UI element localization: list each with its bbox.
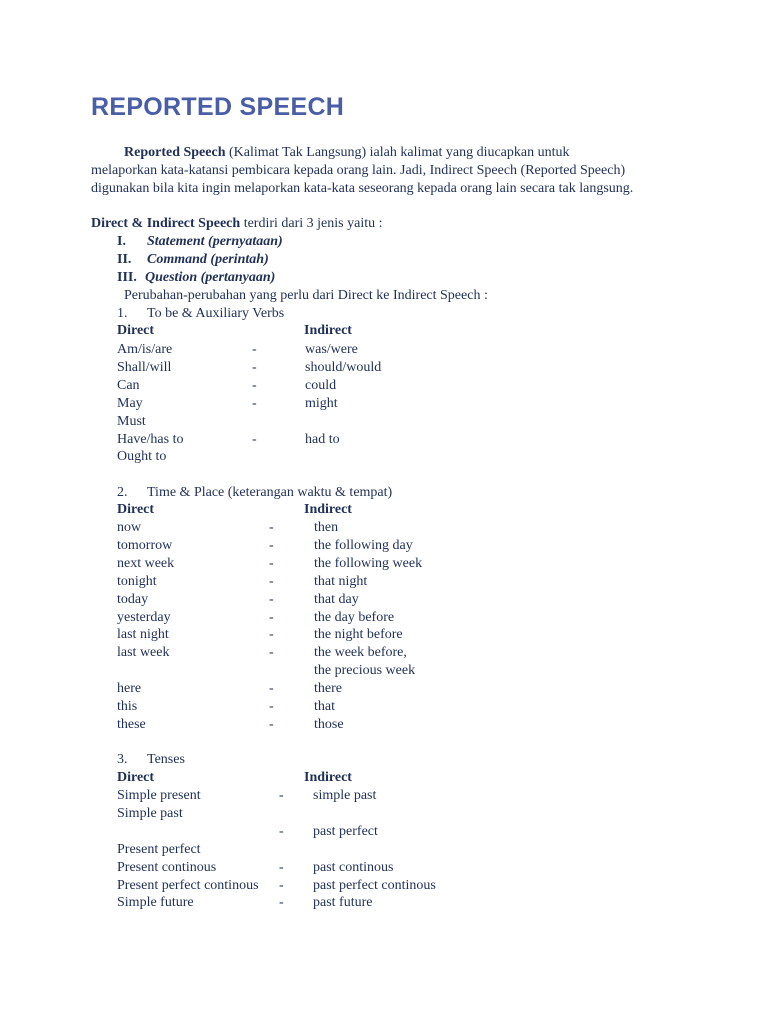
row-dash: - bbox=[252, 395, 257, 411]
indirect-term: there bbox=[314, 681, 342, 697]
indirect-term: past perfect bbox=[313, 823, 378, 839]
direct-term: Present perfect bbox=[117, 841, 201, 857]
intro-line-2: melaporkan kata-katansi pembicara kepada orang lain. Jadi, Indirect Speech (Reported Speech) bbox=[91, 163, 626, 178]
indirect-term: might bbox=[305, 395, 338, 411]
row-dash: - bbox=[269, 537, 274, 553]
direct-term: Have/has to bbox=[117, 431, 184, 447]
row-dash: - bbox=[269, 627, 274, 643]
direct-term: next week bbox=[117, 555, 175, 571]
direct-term: tomorrow bbox=[117, 537, 173, 553]
row-dash: - bbox=[269, 591, 274, 607]
intro-line-1 bbox=[124, 144, 570, 162]
direct-term: Can bbox=[117, 377, 140, 393]
indirect-term: the week before, bbox=[314, 645, 407, 661]
direct-term: last night bbox=[117, 627, 169, 643]
changes-intro: Perubahan-perubahan yang perlu dari Direct ke Indirect Speech : bbox=[124, 288, 488, 303]
direct-term: here bbox=[117, 681, 142, 697]
direct-term: Simple present bbox=[117, 788, 201, 803]
section-number: 3. bbox=[117, 752, 128, 767]
direct-term: Simple past bbox=[117, 805, 183, 821]
indirect-term: past continous bbox=[313, 859, 394, 875]
type-num: II. bbox=[117, 252, 132, 267]
indirect-term: past perfect continous bbox=[313, 877, 436, 893]
row-dash: - bbox=[269, 699, 274, 714]
indirect-term: should/would bbox=[305, 359, 382, 375]
section-number: 1. bbox=[117, 306, 128, 321]
section-title: To be & Auxiliary Verbs bbox=[147, 306, 285, 321]
indirect-term: the day before bbox=[314, 609, 395, 625]
row-dash: - bbox=[252, 342, 257, 357]
indirect-term: simple past bbox=[313, 788, 377, 803]
row-dash: - bbox=[269, 609, 274, 625]
col-direct-header: Direct bbox=[117, 323, 155, 338]
type-num: I. bbox=[117, 234, 126, 249]
row-dash: - bbox=[252, 377, 257, 393]
row-dash: - bbox=[269, 716, 274, 732]
col-indirect-header: Indirect bbox=[304, 770, 352, 785]
row-dash: - bbox=[269, 555, 274, 571]
indirect-term: past future bbox=[313, 895, 373, 911]
types-heading-rest: terdiri dari 3 jenis yaitu : bbox=[240, 216, 383, 231]
page-title: REPORTED SPEECH bbox=[91, 93, 345, 121]
indirect-term: that day bbox=[314, 591, 359, 607]
direct-term: yesterday bbox=[117, 609, 171, 625]
indirect-term: that bbox=[314, 699, 335, 714]
row-dash: - bbox=[279, 788, 284, 803]
section-title: Tenses bbox=[147, 752, 185, 767]
indirect-term: could bbox=[305, 377, 337, 393]
intro-line-3: digunakan bila kita ingin melaporkan kata-kata seseorang kepada orang lain secara tak langsung. bbox=[91, 181, 634, 196]
indirect-term: the following week bbox=[314, 555, 423, 571]
direct-term: tonight bbox=[117, 573, 157, 589]
direct-term: May bbox=[117, 395, 143, 411]
section-title: Time & Place (keterangan waktu & tempat) bbox=[147, 485, 393, 500]
indirect-term: the precious week bbox=[314, 663, 416, 679]
row-dash: - bbox=[252, 359, 257, 375]
direct-term: Present perfect continous bbox=[117, 877, 259, 893]
indirect-term: had to bbox=[305, 431, 340, 447]
indirect-term: that night bbox=[314, 573, 368, 589]
row-dash: - bbox=[269, 520, 274, 535]
row-dash: - bbox=[252, 431, 257, 447]
row-dash: - bbox=[279, 859, 284, 875]
direct-term: Must bbox=[117, 413, 146, 429]
types-heading bbox=[91, 215, 382, 233]
indirect-term: then bbox=[314, 520, 339, 535]
type-label: Command (perintah) bbox=[147, 252, 269, 267]
direct-term: today bbox=[117, 591, 149, 607]
direct-term: this bbox=[117, 699, 138, 714]
types-heading-term: Direct & Indirect Speech bbox=[91, 216, 241, 231]
type-label: Statement (pernyataan) bbox=[147, 234, 283, 249]
col-indirect-header: Indirect bbox=[304, 502, 352, 517]
section-number: 2. bbox=[117, 485, 128, 500]
direct-term: Ought to bbox=[117, 449, 167, 465]
type-label: Question (pertanyaan) bbox=[145, 270, 276, 285]
col-direct-header: Direct bbox=[117, 502, 155, 517]
direct-term: Present continous bbox=[117, 859, 217, 875]
row-dash: - bbox=[269, 573, 274, 589]
indirect-term: was/were bbox=[305, 342, 358, 357]
direct-term: these bbox=[117, 716, 146, 732]
intro-line-1-rest: (Kalimat Tak Langsung) ialah kalimat yang diucapkan untuk bbox=[225, 145, 570, 160]
row-dash: - bbox=[269, 645, 274, 661]
indirect-term: the following day bbox=[314, 537, 413, 553]
direct-term: Am/is/are bbox=[117, 342, 173, 357]
direct-term: Simple future bbox=[117, 895, 194, 911]
type-num: III. bbox=[117, 270, 137, 285]
direct-term: last week bbox=[117, 645, 170, 661]
col-direct-header: Direct bbox=[117, 770, 155, 785]
intro-term: Reported Speech bbox=[124, 145, 226, 160]
row-dash: - bbox=[279, 895, 284, 911]
row-dash: - bbox=[269, 681, 274, 697]
indirect-term: the night before bbox=[314, 627, 403, 643]
row-dash: - bbox=[279, 877, 284, 893]
direct-term: now bbox=[117, 520, 142, 535]
row-dash: - bbox=[279, 823, 284, 839]
col-indirect-header: Indirect bbox=[304, 323, 352, 338]
indirect-term: those bbox=[314, 716, 344, 732]
direct-term: Shall/will bbox=[117, 359, 172, 375]
